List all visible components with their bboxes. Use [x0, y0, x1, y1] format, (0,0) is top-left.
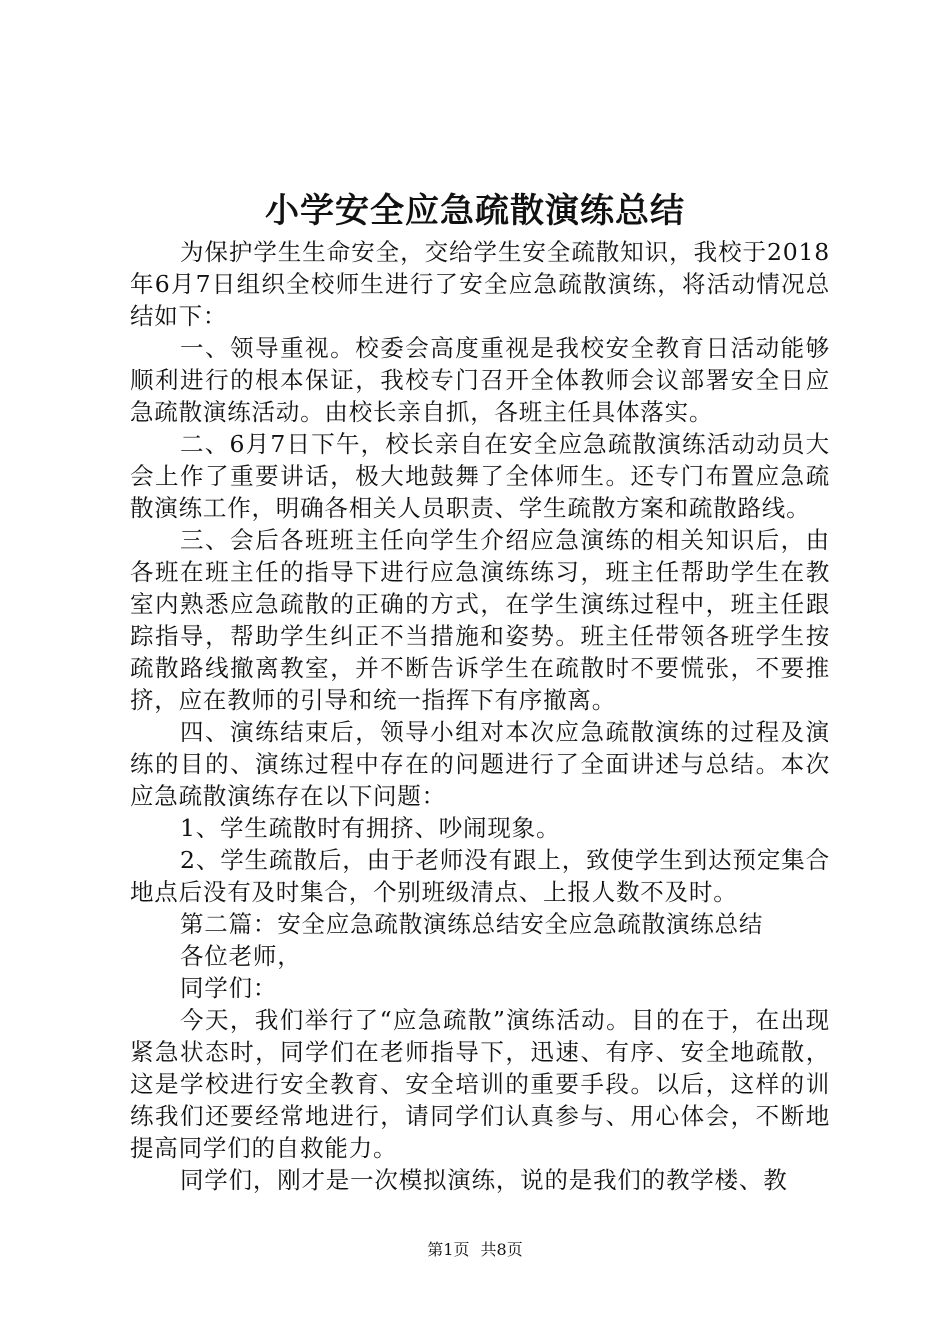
paragraph-greeting-teachers: 各位老师， [180, 942, 302, 970]
document-title: 小学安全应急疏散演练总结 [265, 191, 685, 231]
paragraph-section-2: 二、6月7日下午，校长亲自在安全应急疏散演练活动动员大会上作了重要讲话，极大地鼓舞了全体师生。还专门布置应急疏散演练工作，明确各相关人员职责、学生疏散方案和疏散路线。 [130, 430, 830, 522]
page-total: 共8页 [480, 1240, 523, 1259]
paragraph-issue-2: 2、学生疏散后，由于老师没有跟上，致使学生到达预定集合地点后没有及时集合，个别班级清点、上报人数不及时。 [130, 846, 830, 906]
paragraph-greeting-students: 同学们： [180, 974, 278, 1002]
paragraph-section-3: 三、会后各班班主任向学生介绍应急演练的相关知识后，由各班在班主任的指导下进行应急演练练习，班主任帮助学生在教室内熟悉应急疏散的正确的方式，在学生演练过程中，班主任跟踪指导，帮助学生纠正不当措施和姿势。班主任带领各班学生按疏散路线撤离教室，并不断告诉学生在疏散时不要慌张，不要推挤，应在教师的引导和统一指挥下有序撤离。 [130, 526, 830, 714]
paragraph-section-4: 四、演练结束后，领导小组对本次应急疏散演练的过程及演练的目的、演练过程中存在的问题进行了全面讲述与总结。本次应急疏散演练存在以下问题： [130, 718, 830, 810]
page-footer [0, 1240, 950, 1260]
paragraph-speech-2: 同学们，刚才是一次模拟演练，说的是我们的教学楼、教 [180, 1166, 788, 1194]
page-number: 第1页 [427, 1240, 470, 1259]
paragraph-issue-1: 1、学生疏散时有拥挤、吵闹现象。 [180, 814, 561, 842]
document-body [130, 236, 830, 1196]
paragraph-intro: 为保护学生生命安全，交给学生安全疏散知识，我校于2018年6月7日组织全校师生进行了安全应急疏散演练，将活动情况总结如下： [130, 238, 830, 330]
paragraph-second-article-heading: 第二篇：安全应急疏散演练总结安全应急疏散演练总结 [180, 910, 764, 938]
paragraph-speech-1: 今天，我们举行了“应急疏散”演练活动。目的在于，在出现紧急状态时，同学们在老师指导下，迅速、有序、安全地疏散，这是学校进行安全教育、安全培训的重要手段。以后，这样的训练我们还要经常地进行，请同学们认真参与、用心体会，不断地提高同学们的自救能力。 [130, 1006, 830, 1162]
paragraph-section-1: 一、领导重视。校委会高度重视是我校安全教育日活动能够顺利进行的根本保证，我校专门召开全体教师会议部署安全日应急疏散演练活动。由校长亲自抓，各班主任具体落实。 [130, 334, 830, 426]
